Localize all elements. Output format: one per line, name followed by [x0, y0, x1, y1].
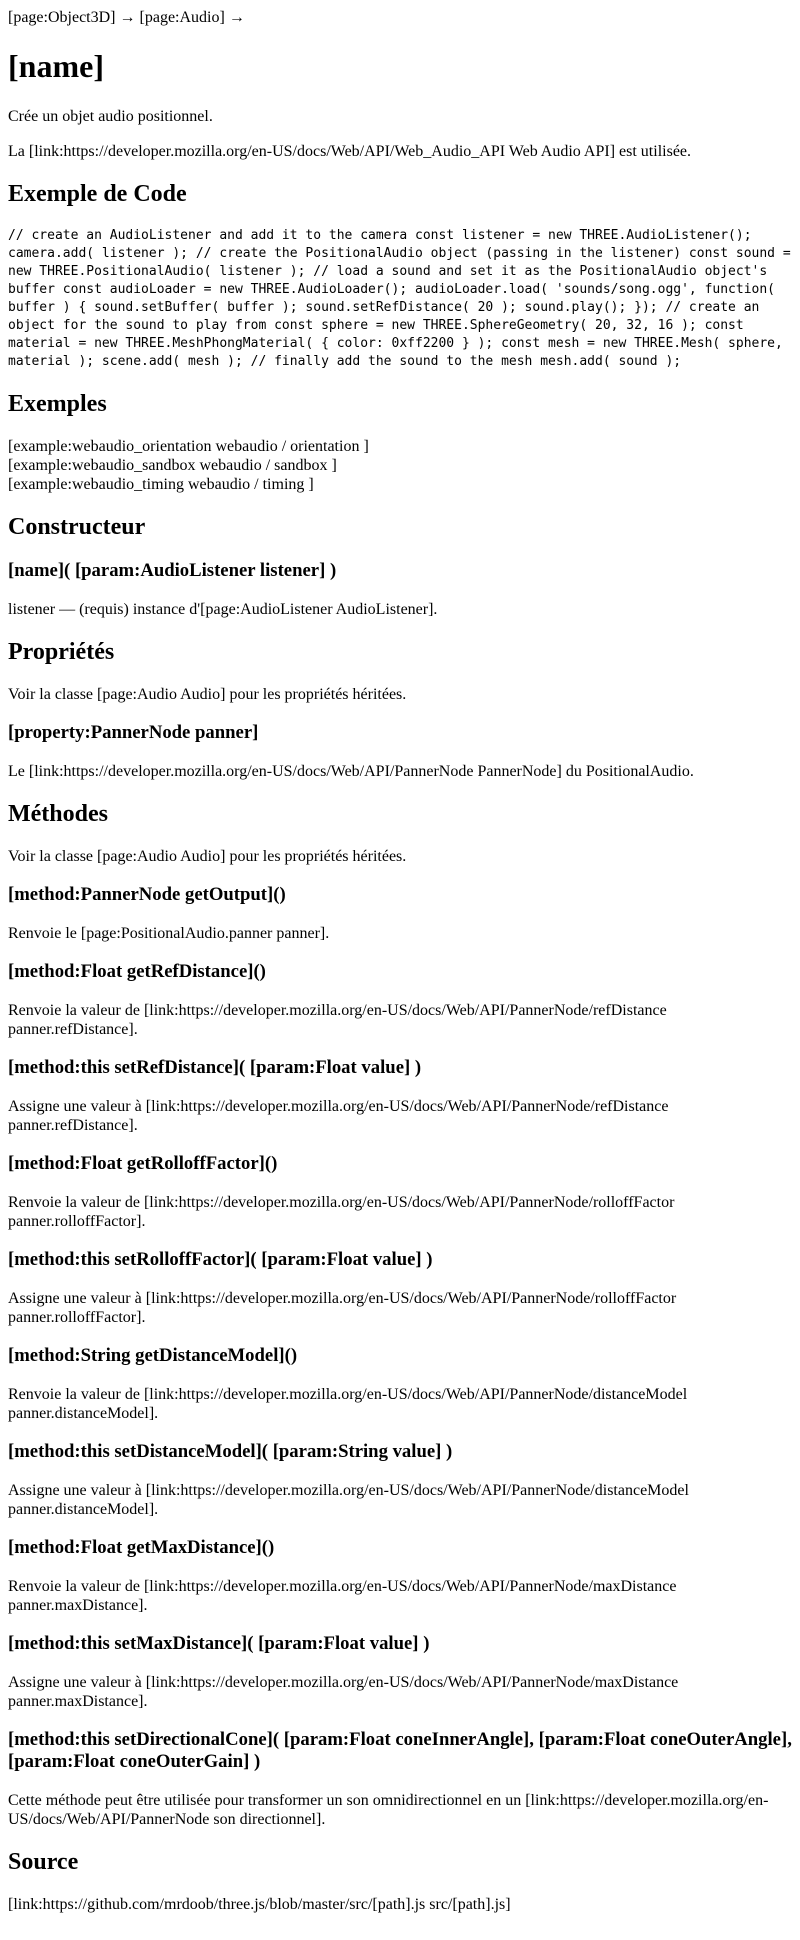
method-signature: [method:this setMaxDistance]( [param:Float value] ): [8, 1633, 430, 1654]
method-signature: [method:PannerNode getOutput](): [8, 884, 286, 905]
method-signature: [method:this setDirectionalCone]( [param:Float coneInnerAngle], [param:Float coneOuterAngle], [param:Float coneOuterGain] ): [8, 1729, 792, 1772]
properties-heading: Propriétés: [8, 639, 115, 665]
method-description: Renvoie la valeur de [link:https://developer.mozilla.org/en-US/docs/Web/API/PannerNode/distanceModel panner.distanceModel].: [8, 1386, 688, 1422]
api-note: La [link:https://developer.mozilla.org/en-US/docs/Web/API/Web_Audio_API Web Audio API] est utilisée.: [8, 143, 692, 160]
source-heading: Source: [8, 1849, 79, 1875]
example-link[interactable]: [example:webaudio_timing webaudio / timing ]: [8, 476, 314, 493]
method-signature: [method:Float getMaxDistance](): [8, 1537, 275, 1558]
methods-inherit-note: Voir la classe [page:Audio Audio] pour les propriétés héritées.: [8, 848, 407, 865]
examples-list: [8, 437, 792, 494]
method-signature: [method:this setDistanceModel]( [param:String value] ): [8, 1441, 453, 1462]
method-description: Renvoie la valeur de [link:https://developer.mozilla.org/en-US/docs/Web/API/PannerNode/rolloffFactor panner.rolloffFactor].: [8, 1194, 675, 1230]
property-panner-signature: [property:PannerNode panner]: [8, 722, 259, 743]
method-description: Assigne une valeur à [link:https://developer.mozilla.org/en-US/docs/Web/API/PannerNode/maxDistance panner.maxDistance].: [8, 1674, 679, 1710]
method-signature: [method:this setRolloffFactor]( [param:Float value] ): [8, 1249, 433, 1270]
page-title: [name]: [8, 48, 104, 84]
methods-heading: Méthodes: [8, 801, 108, 827]
source-link[interactable]: [link:https://github.com/mrdoob/three.js/blob/master/src/[path].js src/[path].js]: [8, 1896, 511, 1913]
code-heading: Exemple de Code: [8, 181, 187, 207]
method-description: Cette méthode peut être utilisée pour transformer un son omnidirectionnel en un [link:https://developer.mozilla.org/en-US/docs/Web/API/PannerNode son directionnel].: [8, 1792, 769, 1828]
constructor-heading: Constructeur: [8, 514, 146, 540]
constructor-description: listener — (requis) instance d'[page:AudioListener AudioListener].: [8, 601, 438, 618]
method-description: Assigne une valeur à [link:https://developer.mozilla.org/en-US/docs/Web/API/PannerNode/rolloffFactor panner.rolloffFactor].: [8, 1290, 677, 1326]
intro-text: Crée un objet audio positionnel.: [8, 108, 213, 125]
property-panner-description: Le [link:https://developer.mozilla.org/en-US/docs/Web/API/PannerNode PannerNode] du PositionalAudio.: [8, 763, 694, 780]
code-example: // create an AudioListener and add it to the camera const listener = new THREE.AudioListener(); camera.add( listener ); // create the PositionalAudio object (passing in the listener) const sound = new THREE.PositionalAudio( listener ); // load a sound and set it as the PositionalAudio object's buffer const audioLoader = new THREE.AudioLoader(); audioLoader.load( 'sounds/song.ogg', function( buffer ) { sound.setBuffer( buffer ); sound.setRefDistance( 20 ); sound.play(); }); // create an object for the sound to play from const sphere = new THREE.SphereGeometry( 20, 32, 16 ); const material = new THREE.MeshPhongMaterial( { color: 0xff2200 } ); const mesh = new THREE.Mesh( sphere, material ); scene.add( mesh ); // finally add the sound to the mesh mesh.add( sound );: [8, 228, 791, 369]
example-link[interactable]: [example:webaudio_sandbox webaudio / sandbox ]: [8, 457, 337, 474]
method-description: Assigne une valeur à [link:https://developer.mozilla.org/en-US/docs/Web/API/PannerNode/distanceModel panner.distanceModel].: [8, 1482, 689, 1518]
properties-inherit-note: Voir la classe [page:Audio Audio] pour les propriétés héritées.: [8, 686, 407, 703]
examples-heading: Exemples: [8, 391, 107, 417]
example-link[interactable]: [example:webaudio_orientation webaudio / orientation ]: [8, 438, 369, 455]
breadcrumb: [page:Object3D] → [page:Audio] →: [8, 9, 245, 26]
method-signature: [method:Float getRolloffFactor](): [8, 1153, 278, 1174]
method-signature: [method:Float getRefDistance](): [8, 961, 266, 982]
method-description: Renvoie la valeur de [link:https://developer.mozilla.org/en-US/docs/Web/API/PannerNode/maxDistance panner.maxDistance].: [8, 1578, 677, 1614]
method-description: Renvoie le [page:PositionalAudio.panner panner].: [8, 925, 330, 942]
method-signature: [method:this setRefDistance]( [param:Float value] ): [8, 1057, 422, 1078]
method-description: Renvoie la valeur de [link:https://developer.mozilla.org/en-US/docs/Web/API/PannerNode/refDistance panner.refDistance].: [8, 1002, 667, 1038]
method-description: Assigne une valeur à [link:https://developer.mozilla.org/en-US/docs/Web/API/PannerNode/refDistance panner.refDistance].: [8, 1098, 669, 1134]
constructor-signature: [name]( [param:AudioListener listener] ): [8, 560, 337, 581]
method-signature: [method:String getDistanceModel](): [8, 1345, 298, 1366]
